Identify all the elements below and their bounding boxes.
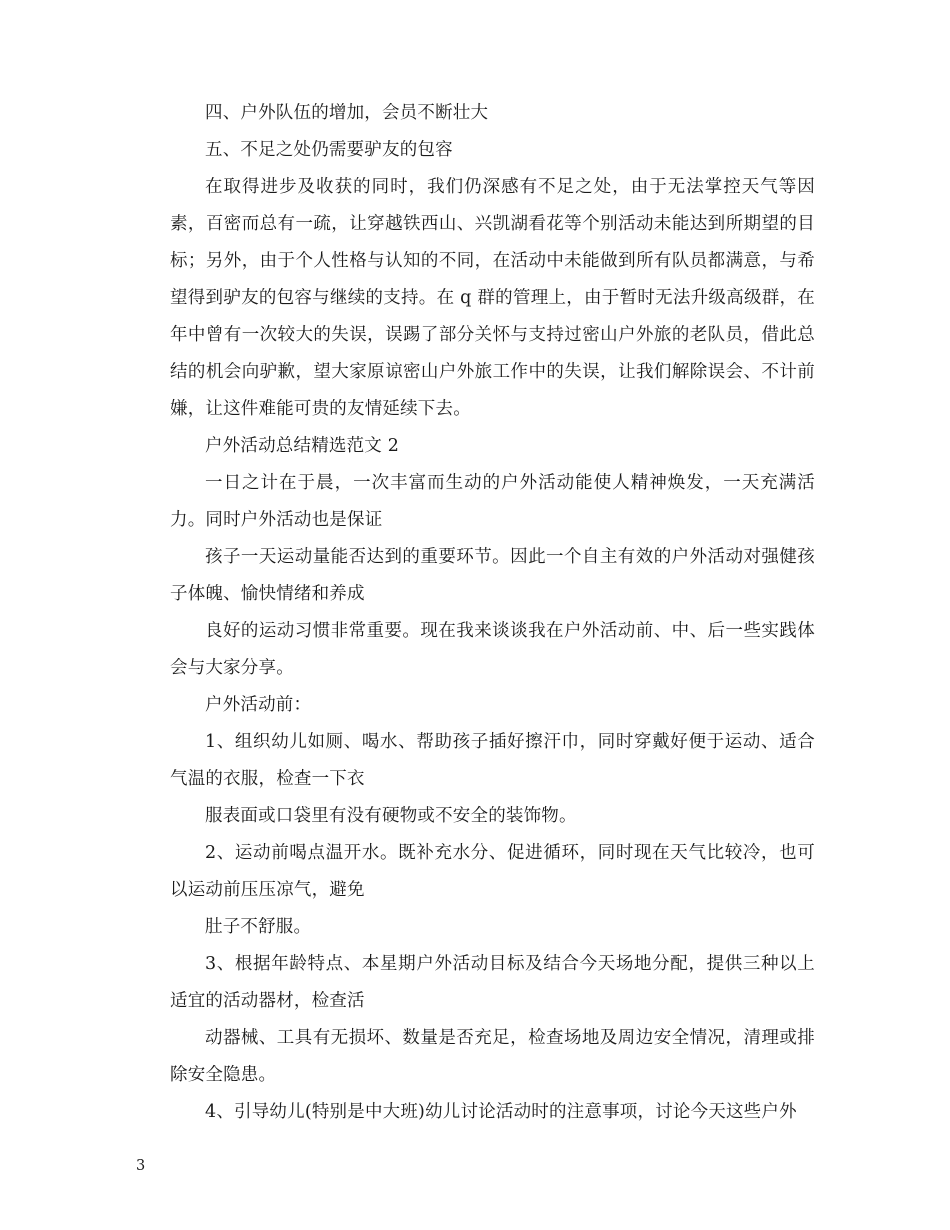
paragraph: 动器械、工具有无损坏、数量是否充足，检查场地及周边安全情况，清理或排除安全隐患。 [170,1028,815,1085]
page-number: 3 [136,1158,146,1174]
paragraph: 3、根据年龄特点、本星期户外活动目标及结合今天场地分配，提供三种以上适宜的活动器材，检查活 [170,954,815,1011]
paragraph: 4、引导幼儿(特别是中大班)幼儿讨论活动时的注意事项，讨论今天这些户外 [205,1102,797,1122]
paragraph: 在取得进步及收获的同时，我们仍深感有不足之处，由于无法掌控天气等因素，百密而总有一疏，让穿越铁西山、兴凯湖看花等个别活动未能达到所期望的目标；另外，由于个人性格与认知的不同，在活动中未能做到所有队员都满意，与希望得到驴友的包容与继续的支持。在 q 群的管理上，由于暂时无法升级高级群，在年中曾有一次较大的失误，误踢了部分关怀与支持过密山户外旅的老队员，借此总结的机会向驴歉，望大家原谅密山户外旅工作中的失误，让我们解除误会、不计前嫌，让这件难能可贵的友情延续下去。 [170,177,815,419]
document-body [170,95,815,1131]
paragraph: 户外活动前： [205,695,312,715]
paragraph: 孩子一天运动量能否达到的重要环节。因此一个自主有效的户外活动对强健孩子体魄、愉快情绪和养成 [170,547,815,604]
paragraph: 服表面或口袋里有没有硬物或不安全的装饰物。 [205,806,577,826]
paragraph: 五、不足之处仍需要驴友的包容 [205,140,453,160]
paragraph: 2、运动前喝点温开水。既补充水分、促进循环，同时现在天气比较冷，也可以运动前压压凉气，避免 [170,843,815,900]
paragraph: 一日之计在于晨，一次丰富而生动的户外活动能使人精神焕发，一天充满活力。同时户外活动也是保证 [170,473,815,530]
paragraph-section-heading: 户外活动总结精选范文 2 [205,436,400,456]
paragraph: 四、户外队伍的增加，会员不断壮大 [205,103,489,123]
paragraph: 肚子不舒服。 [205,917,312,937]
paragraph: 良好的运动习惯非常重要。现在我来谈谈我在户外活动前、中、后一些实践体会与大家分享。 [170,621,815,678]
paragraph: 1、组织幼儿如厕、喝水、帮助孩子插好擦汗巾，同时穿戴好便于运动、适合气温的衣服，检查一下衣 [170,732,815,789]
